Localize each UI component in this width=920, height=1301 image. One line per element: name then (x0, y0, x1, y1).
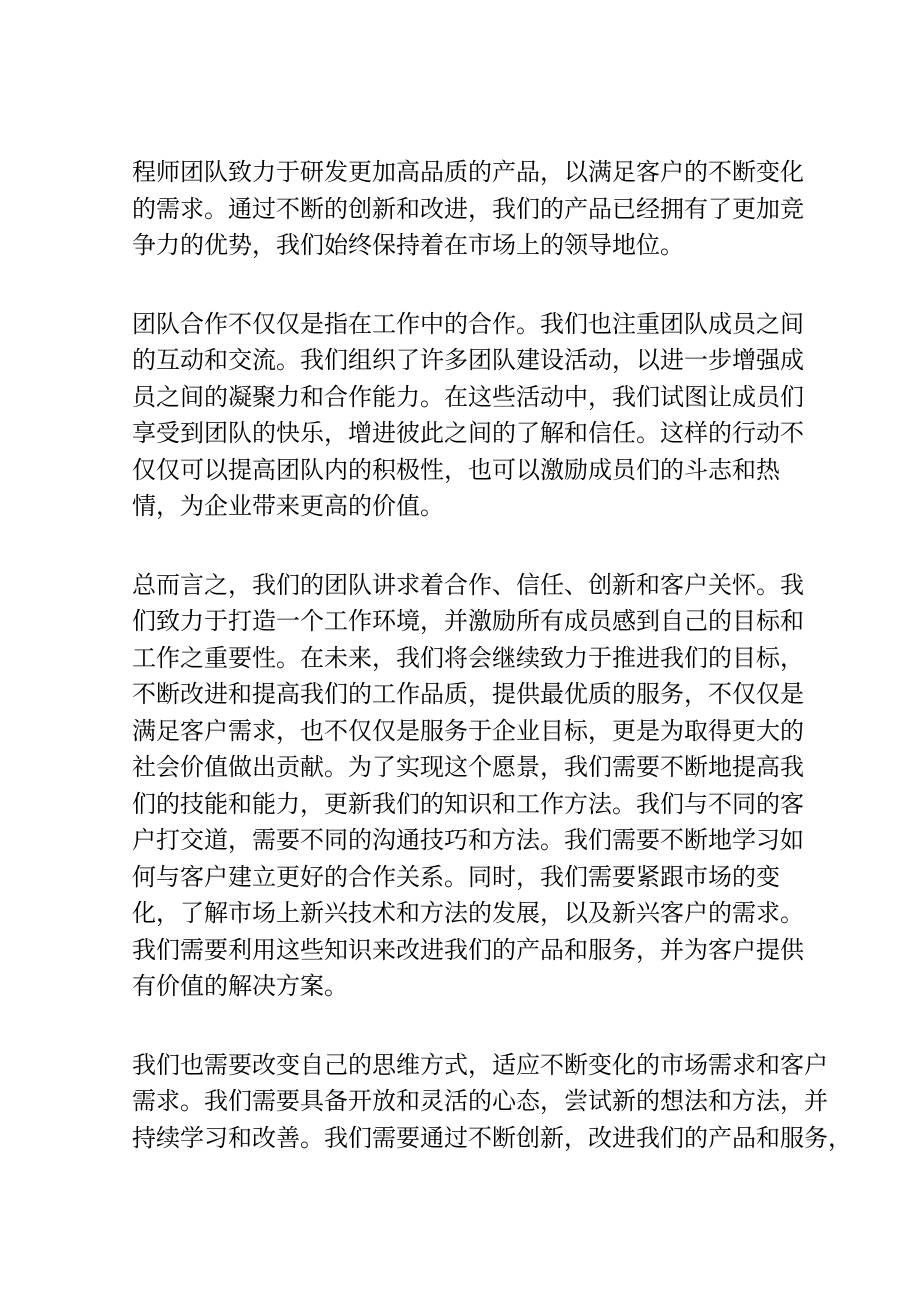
text-line: 有价值的解决方案。 (132, 972, 348, 1000)
text-line: 持续学习和改善。我们需要通过不断创新，改进我们的产品和服务， (132, 1123, 852, 1152)
text-line: 总而言之，我们的团队讲求着合作、信任、创新和客户关怀。我 (132, 570, 804, 599)
text-line: 们致力于打造一个工作环境，并激励所有成员感到自己的目标和 (132, 607, 804, 635)
text-line: 仅仅可以提高团队内的积极性，也可以激励成员们的斗志和热 (132, 455, 780, 484)
text-line: 享受到团队的快乐，增进彼此之间的了解和信任。这样的行动不 (132, 419, 804, 447)
text-line: 户打交道，需要不同的沟通技巧和方法。我们需要不断地学习如 (132, 826, 804, 854)
text-line: 社会价值做出贡献。为了实现这个愿景，我们需要不断地提高我 (132, 753, 804, 781)
text-line: 需求。我们需要具备开放和灵活的心态，尝试新的想法和方法，并 (132, 1087, 828, 1115)
text-line: 团队合作不仅仅是指在工作中的合作。我们也注重团队成员之间 (132, 309, 804, 338)
text-line: 情，为企业带来更高的价值。 (132, 492, 444, 520)
text-line: 员之间的凝聚力和合作能力。在这些活动中，我们试图让成员们 (132, 382, 804, 411)
text-line: 程师团队致力于研发更加高品质的产品，以满足客户的不断变化 (132, 158, 804, 186)
text-line: 满足客户需求，也不仅仅是服务于企业目标，更是为取得更大的 (132, 716, 804, 745)
text-line: 化，了解市场上新兴技术和方法的发展，以及新兴客户的需求。 (132, 899, 804, 927)
document-body (132, 154, 852, 1198)
paragraph-4 (132, 1047, 852, 1157)
text-line: 的互动和交流。我们组织了许多团队建设活动，以进一步增强成 (132, 346, 804, 374)
paragraph-1 (132, 154, 804, 264)
text-line: 的需求。通过不断的创新和改进，我们的产品已经拥有了更加竞 (132, 194, 804, 223)
text-line: 争力的优势，我们始终保持着在市场上的领导地位。 (132, 231, 684, 259)
text-line: 何与客户建立更好的合作关系。同时，我们需要紧跟市场的变 (132, 862, 780, 891)
text-line: 我们需要利用这些知识来改进我们的产品和服务，并为客户提供 (132, 935, 804, 964)
text-line: 们的技能和能力，更新我们的知识和工作方法。我们与不同的客 (132, 789, 804, 818)
paragraph-3 (132, 567, 804, 1005)
text-line: 我们也需要改变自己的思维方式，适应不断变化的市场需求和客户 (132, 1050, 828, 1079)
text-line: 工作之重要性。在未来，我们将会继续致力于推进我们的目标， (132, 643, 804, 672)
paragraph-2 (132, 306, 804, 525)
text-line: 不断改进和提高我们的工作品质，提供最优质的服务，不仅仅是 (132, 680, 804, 708)
